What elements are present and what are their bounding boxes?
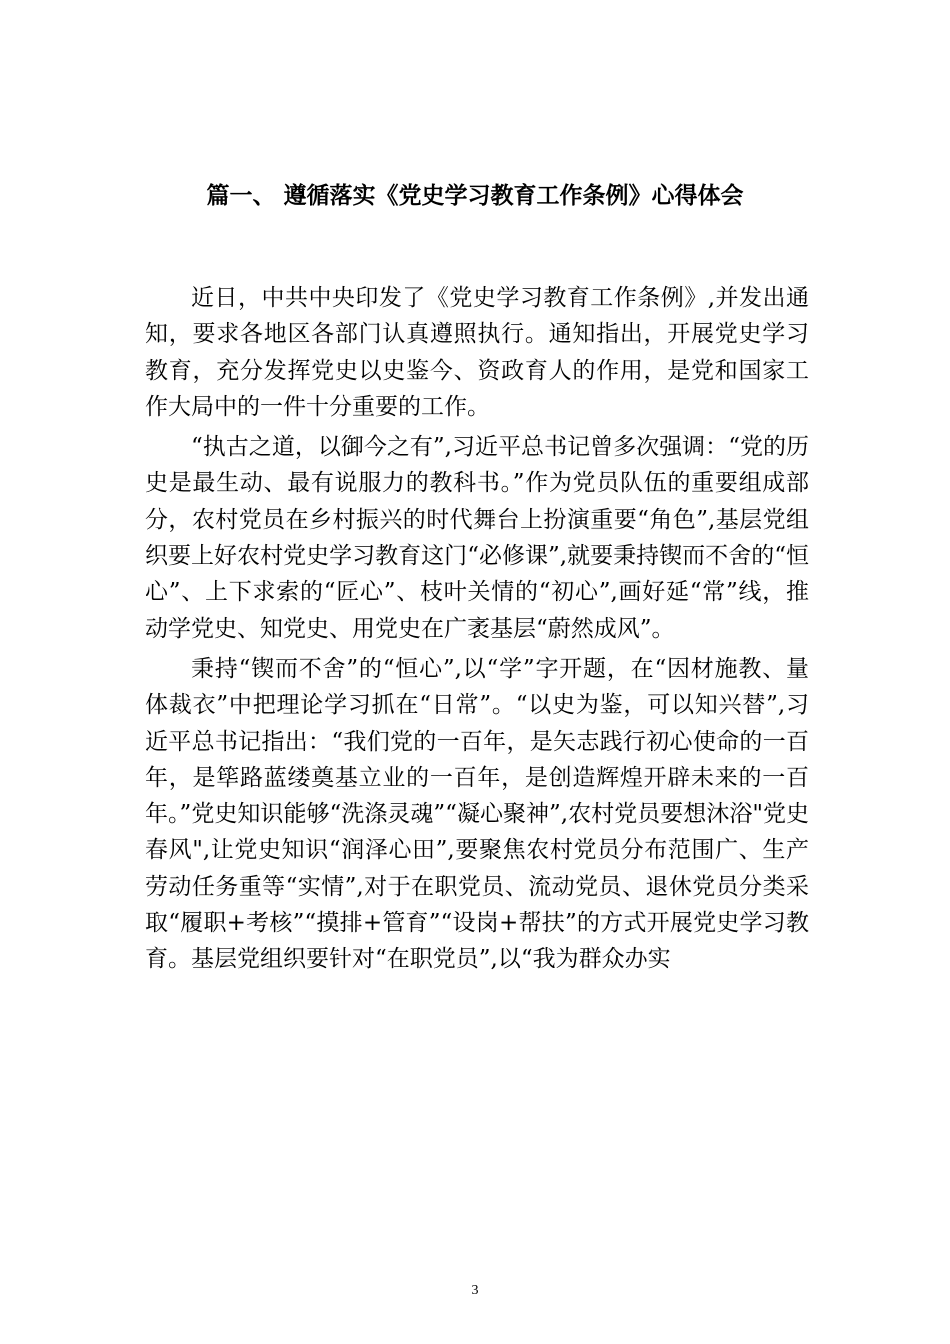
paragraph-2: “执古之道，以御今之有”,习近平总书记曾多次强调：“党的历史是最生动、最有说服力的教科书。”作为党员队伍的重要组成部分，农村党员在乡村振兴的时代舞台上扮演重要“角色”,基层党组织要上好农村党史学习教育这门“必修课”,就要秉持锲而不舍的“恒心”、上下求索的“匠心”、枝叶关情的“初心”,画好延“常”线，推动学党史、知党史、用党史在广袤基层“蔚然成风”。 [145,434,809,642]
paragraph-3: 秉持“锲而不舍”的“恒心”,以“学”字开题，在“因材施教、量体裁衣”中把理论学习抓在“日常”。“以史为鉴，可以知兴替”,习近平总书记指出：“我们党的一百年，是矢志践行初心使命的一百年，是筚路蓝缕奠基立业的一百年，是创造辉煌开辟未来的一百年。”党史知识能够“洗涤灵魂”“凝心聚神”,农村党员要想沐浴"党史春风",让党史知识“润泽心田”,要聚焦农村党员分布范围广、生产劳动任务重等“实情”,对于在职党员、流动党员、退休党员分类采取“履职+考核”“摸排+管育”“设岗+帮扶”的方式开展党史学习教育。基层党组织要针对“在职党员”,以“我为群众办实 [145,655,809,973]
paragraph-1: 近日，中共中央印发了《党史学习教育工作条例》,并发出通知，要求各地区各部门认真遵照执行。通知指出，开展党史学习教育，充分发挥党史以史鉴今、资政育人的作用，是党和国家工作大局中的一件十分重要的工作。 [145,285,809,420]
document-body [145,280,809,982]
page-number: 3 [471,1283,479,1298]
document-title: 篇一、 遵循落实《党史学习教育工作条例》心得体会 [206,183,744,209]
